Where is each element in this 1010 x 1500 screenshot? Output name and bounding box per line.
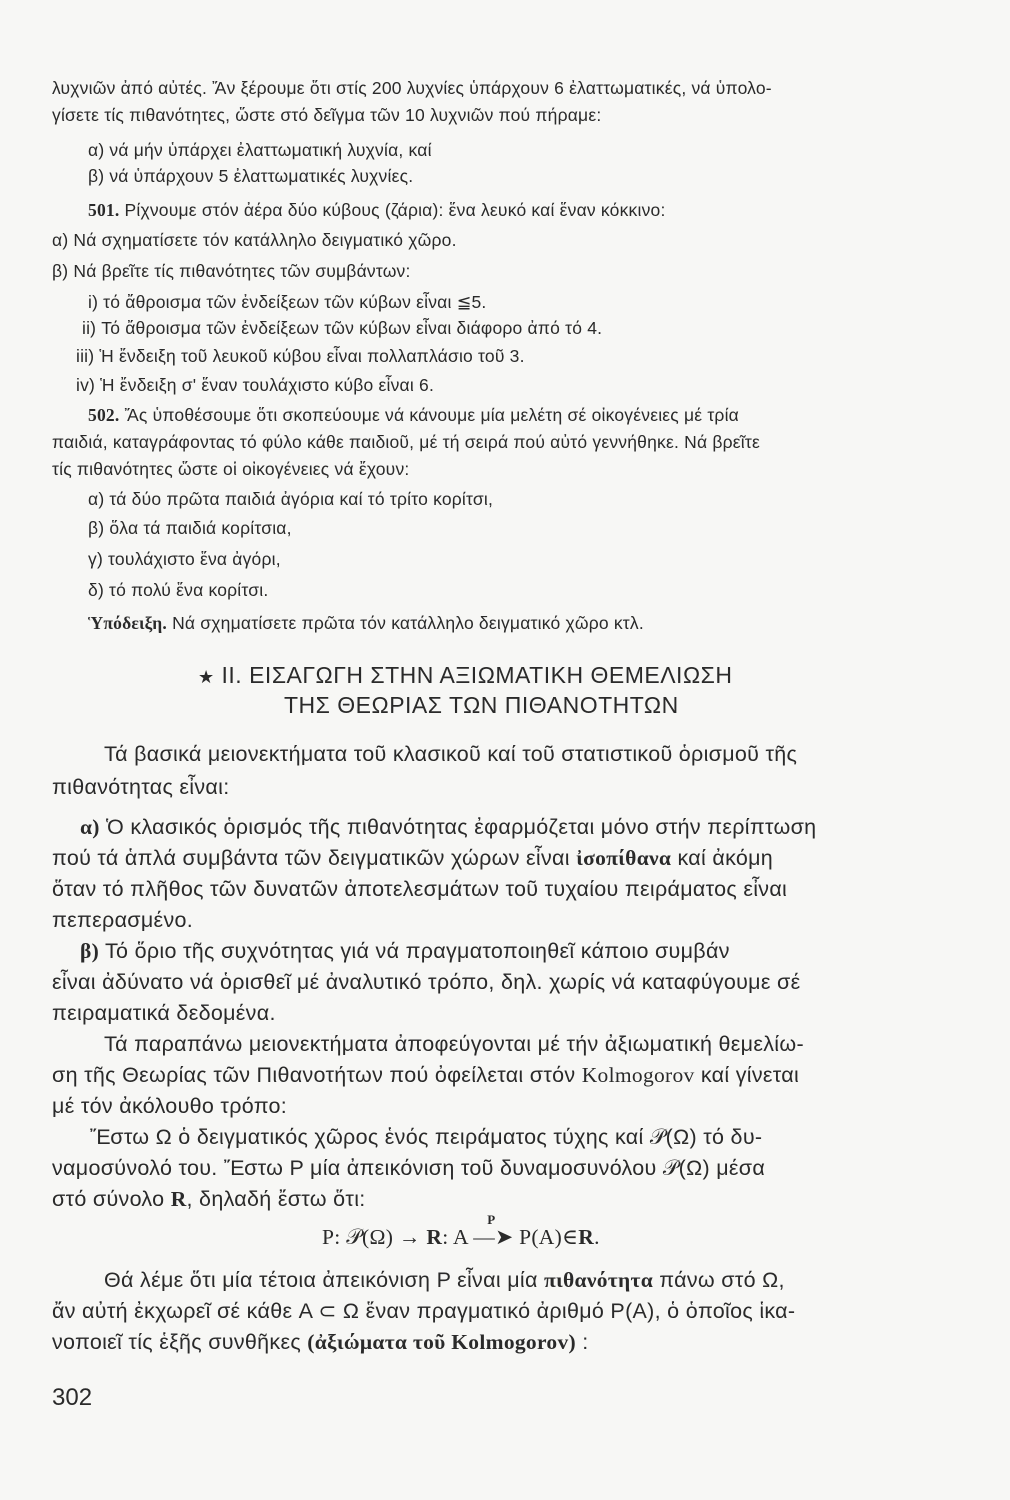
p502-number: 502. <box>88 405 120 425</box>
body-d-line2: ναμοσύνολό του. Ἔστω P μία ἀπεικόνιση τοῦ δυναμοσυνόλου 𝒫(Ω) μέσα <box>52 1156 766 1180</box>
p501-item-b: β) Νά βρεῖτε τίς πιθανότητες τῶν συμβάντων: <box>52 261 411 281</box>
body-c-line2-post: καί γίνεται <box>694 1063 800 1087</box>
formula-arrow: —➤ <box>473 1225 514 1249</box>
p502-item-c: γ) τουλάχιστο ἕνα ἀγόρι, <box>88 549 281 569</box>
p502-line3: τίς πιθανότητες ὥστε οἱ οἰκογένειες νά ἔχουν: <box>52 459 410 479</box>
p502-item-a: α) τά δύο πρῶτα παιδιά ἀγόρια καί τό τρίτο κορίτσι, <box>88 489 494 509</box>
body-e-line3-post: : <box>576 1330 589 1354</box>
formula-reals-2: R <box>578 1225 595 1249</box>
p502-line1: Ἄς ὑποθέσουμε ὅτι σκοπεύουμε νά κάνουμε μία μελέτη σέ οἰκογένειες μέ τρία <box>124 405 739 425</box>
body-d-line3 <box>52 1187 366 1212</box>
star-icon: ★ <box>198 667 215 687</box>
formula-left: P: 𝒫(Ω) → <box>322 1225 427 1249</box>
kolmogorov-name: Kolmogorov <box>581 1063 695 1087</box>
p500-line1: λυχνιῶν ἀπό αὐτές. Ἄν ξέρουμε ὅτι στίς 200 λυχνίες ὑπάρχουν 6 ἐλαττωματικές, νά ὑπολο- <box>52 78 772 98</box>
body-a-line2-post: καί ἀκόμη <box>671 846 774 870</box>
item-b-label: β) <box>80 939 100 963</box>
p501-item-iv: iv) Ἡ ἔνδειξη σ' ἕναν τουλάχιστο κύβο εἶναι 6. <box>76 375 435 395</box>
isopithana-term: ἰσοπίθανα <box>576 846 672 870</box>
formula-right: P(A)∈ <box>513 1225 579 1249</box>
section-title-line2: ΤΗΣ ΘΕΩΡΙΑΣ ΤΩΝ ΠΙΘΑΝΟΤΗΤΩΝ <box>284 692 679 718</box>
p501-intro-line <box>88 200 666 221</box>
reals-symbol: R <box>170 1187 187 1211</box>
formula-end: . <box>594 1225 600 1249</box>
body-c-line3: μέ τόν ἀκόλουθο τρόπο: <box>52 1094 288 1118</box>
p501-intro: Ρίχνουμε στόν ἀέρα δύο κύβους (ζάρια): ἕνα λευκό καί ἕναν κόκκινο: <box>124 200 666 220</box>
p500-line2: γίσετε τίς πιθανότητες, ὥστε στό δεῖγμα τῶν 10 λυχνιῶν πού πήραμε: <box>52 105 602 125</box>
p502-item-b: β) ὅλα τά παιδιά κορίτσια, <box>88 518 292 538</box>
body-c-line1: Τά παραπάνω μειονεκτήματα ἀποφεύγονται μέ τήν ἀξιωματική θεμελίω- <box>104 1032 804 1056</box>
p501-item-ii: ii) Τό ἄθροισμα τῶν ἐνδείξεων τῶν κύβων εἶναι διάφορο ἀπό τό 4. <box>82 318 603 338</box>
kolmogorov-axioms-term: (ἀξιώματα τοῦ Kolmogorov) <box>307 1330 576 1354</box>
section-title-line1: ΙΙ. ΕΙΣΑΓΩΓΗ ΣΤΗΝ ΑΞΙΩΜΑΤΙΚΗ ΘΕΜΕΛΙΩΣΗ <box>221 662 733 688</box>
body-b-line3: πειραματικά δεδομένα. <box>52 1001 276 1025</box>
body-p1-line2: πιθανότητας εἶναι: <box>52 775 230 799</box>
p502-hint-label: Ὑπόδειξη. <box>88 613 168 633</box>
body-a-line1-text: Ὁ κλασικός ὁρισμός τῆς πιθανότητας ἐφαρμόζεται μόνο στήν περίπτωση <box>106 815 817 839</box>
page-number: 302 <box>52 1384 93 1411</box>
p502-item-d: δ) τό πολύ ἕνα κορίτσι. <box>88 580 269 600</box>
p502-hint-text: Νά σχηματίσετε πρῶτα τόν κατάλληλο δειγματικό χῶρο κτλ. <box>172 613 644 633</box>
body-e-line3-pre: νοποιεῖ τίς ἑξῆς συνθῆκες <box>52 1330 308 1354</box>
p501-item-a: α) Νά σχηματίσετε τόν κατάλληλο δειγματικό χῶρο. <box>52 230 457 250</box>
body-e-line2: ἄν αὐτή ἐκχωρεῖ σέ κάθε A ⊂ Ω ἕναν πραγματικό ἀριθμό P(A), ὁ ὁποῖος ἱκα- <box>52 1299 796 1323</box>
body-a-line3: ὅταν τό πλῆθος τῶν δυνατῶν ἀποτελεσμάτων τοῦ τυχαίου πειράματος εἶναι <box>52 877 788 901</box>
p502-line2: παιδιά, καταγράφοντας τό φύλο κάθε παιδιοῦ, μέ τή σειρά πού αὐτό γεννήθηκε. Νά βρεῖτε <box>52 432 760 452</box>
body-e-line3 <box>52 1330 589 1355</box>
p501-item-iii: iii) Ἡ ἔνδειξη τοῦ λευκοῦ κύβου εἶναι πολλαπλάσιο τοῦ 3. <box>76 346 525 366</box>
body-a-line4: πεπερασμένο. <box>52 908 194 932</box>
body-a-line2-pre: πού τά ἁπλά συμβάντα τῶν δειγματικῶν χώρων εἶναι <box>52 846 577 870</box>
p501-item-i: i) τό ἄθροισμα τῶν ἐνδείξεων τῶν κύβων εἶναι ≦5. <box>88 292 487 312</box>
mapping-formula <box>322 1212 600 1250</box>
section-title-line1-row <box>198 662 732 689</box>
body-d-line3-post: , δηλαδή ἔστω ὅτι: <box>186 1187 366 1211</box>
p501-number: 501. <box>88 200 120 220</box>
p502-line1-row <box>88 405 739 426</box>
body-e-line1-post: πάνω στό Ω, <box>653 1268 785 1292</box>
body-p1-line1: Τά βασικά μειονεκτήματα τοῦ κλασικοῦ καί τοῦ στατιστικοῦ ὁρισμοῦ τῆς <box>104 742 798 766</box>
formula-mid: : A <box>442 1225 474 1249</box>
p500-item-b: β) νά ὑπάρχουν 5 ἐλαττωματικές λυχνίες. <box>88 166 414 186</box>
body-b-line1-text: Τό ὅριο τῆς συχνότητας γιά νά πραγματοποιηθεῖ κάποιο συμβάν <box>104 939 730 963</box>
body-a-line2 <box>52 846 773 871</box>
body-d-line1: Ἔστω Ω ὁ δειγματικός χῶρος ἑνός πειράματος τύχης καί 𝒫(Ω) τό δυ- <box>90 1125 763 1149</box>
body-d-line3-pre: στό σύνολο <box>52 1187 171 1211</box>
body-b-line1 <box>80 939 730 964</box>
probability-term: πιθανότητα <box>543 1268 654 1292</box>
body-c-line2 <box>52 1063 799 1088</box>
formula-arrow-label: P <box>487 1212 496 1227</box>
body-a-line1 <box>80 815 816 840</box>
body-e-line1-pre: Θά λέμε ὅτι μία τέτοια ἀπεικόνιση P εἶναι μία <box>104 1268 544 1292</box>
formula-arrow-icon <box>473 1212 514 1250</box>
item-a-label: α) <box>80 815 100 839</box>
p500-item-a: α) νά μήν ὑπάρχει ἐλαττωματική λυχνία, καί <box>88 140 432 160</box>
body-b-line2: εἶναι ἀδύνατο νά ὁρισθεῖ μέ ἀναλυτικό τρόπο, δηλ. χωρίς νά καταφύγουμε σέ <box>52 970 801 994</box>
p502-hint <box>88 613 644 634</box>
body-e-line1 <box>104 1268 785 1293</box>
body-c-line2-pre: ση τῆς Θεωρίας τῶν Πιθανοτήτων πού ὀφείλεται στόν <box>52 1063 582 1087</box>
formula-reals: R <box>426 1225 443 1249</box>
